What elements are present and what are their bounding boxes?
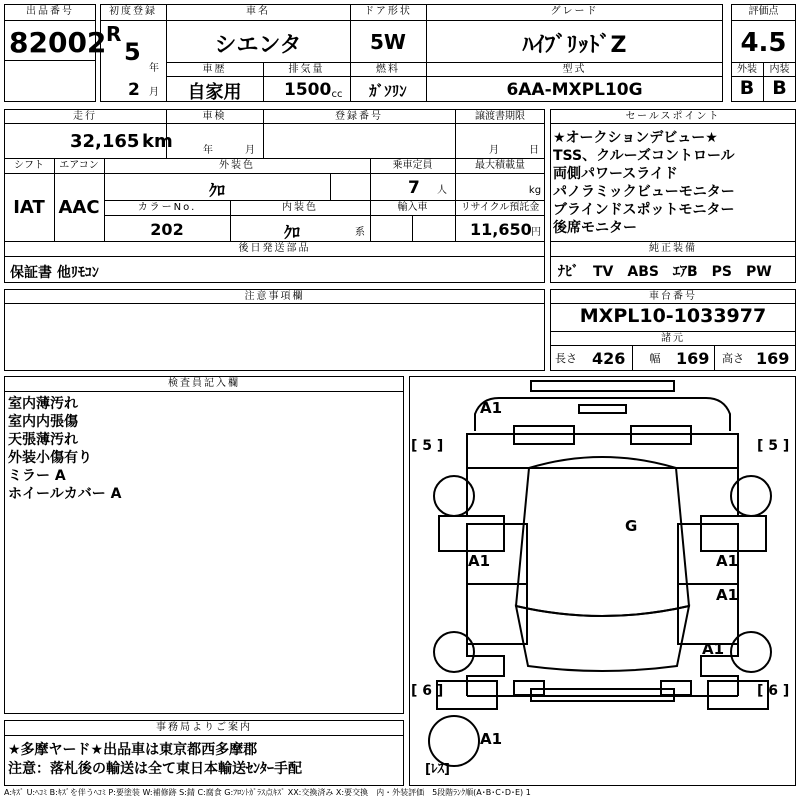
recycle: 11,650 [470,220,532,239]
import-label: 輸入車 [397,202,428,213]
fuel: ｶﾞｿﾘﾝ [369,82,407,100]
int-color: ｸﾛ [284,223,301,242]
later-parts-label: 後日発送部品 [238,243,311,254]
capacity-unit: 人 [437,185,447,196]
office-line-1: ★多摩ヤード★出品車は東京都西多摩郡 [8,742,258,758]
spare-label: [ﾚｽ] [425,762,450,777]
recycle-unit: 円 [531,227,541,238]
left-front-fender [439,516,504,551]
width: 169 [676,349,710,368]
roof [516,457,689,616]
right-front-fender [701,516,766,551]
inspector-list [8,395,121,503]
transfer-month-unit: 月 [489,145,499,156]
displacement-unit: cc [331,89,343,100]
grade-label: グレード [550,6,599,17]
month-unit: 月 [149,87,159,98]
inspector-item: 室内薄汚れ [8,396,78,412]
sales-item: 両側パワースライド [553,166,678,182]
model-label: 型式 [562,64,587,75]
height-label: 高さ [722,352,744,365]
color-no-label: カラーNo. [137,202,197,213]
int-label: 内装 [769,64,790,75]
tire-fl: [ 5 ] [411,438,444,454]
length: 426 [592,349,626,368]
inspector-label: 検査員記入欄 [168,378,240,389]
lot-label: 出品番号 [26,6,74,17]
capacity-label: 乗車定員 [392,160,433,171]
inspector-item: 室内内張傷 [8,414,78,430]
equip-label: 純正装備 [649,243,697,254]
first-reg-label: 初度登録 [109,6,157,17]
damage-right-door2: A1 [716,586,739,604]
chassis-number: MXPL10-1033977 [579,305,767,327]
tire-rl: [ 6 ] [411,683,444,699]
notes-label: 注意事項欄 [244,291,305,302]
later-parts: 保証書 他ﾘﾓｺﾝ [10,265,99,281]
damage-right-rear: A1 [702,640,725,658]
first-reg-year: 5 [124,38,141,66]
int-score: B [772,77,787,99]
load-label: 最大積載量 [475,160,525,171]
load-unit: kg [528,185,542,196]
history: 自家用 [187,82,242,103]
displacement: 1500 [284,80,332,100]
damage-rear: A1 [480,730,503,748]
score: 4.5 [740,28,787,58]
sales-item: ★オークションデビュー★ [553,130,718,146]
first-reg-month: 2 [128,80,140,100]
color-label: 外装色 [219,160,255,171]
inspector-item: ミラー A [8,468,66,484]
transfer-label: 譲渡書期限 [475,111,525,122]
color: ｸﾛ [208,181,225,200]
sales-label: セールスポイント [625,111,721,122]
inspection-label: 車検 [202,111,227,122]
year-unit: 年 [149,63,159,74]
damage-left-door: A1 [468,552,491,570]
sales-item: パノラミックビューモニター [553,184,735,200]
door-label: ドア形状 [364,6,412,17]
equip: ﾅﾋﾞ TV ABS ｴｱB PS PW [558,264,772,280]
office-line-2: 注意：落札後の輸送は全て東日本輸送ｾﾝﾀｰ手配 [8,761,302,777]
mileage-label: 走行 [73,111,97,122]
car-name-label: 車名 [246,6,270,17]
rear-glass [516,606,689,671]
transfer-day-unit: 日 [529,145,539,156]
color-no: 202 [150,220,184,239]
width-label: 幅 [649,352,661,365]
int-color-label: 内装色 [282,202,318,213]
sales-item: 後席モニター [553,220,637,236]
lot-number: 82002 [9,26,107,59]
inspector-item: 天張薄汚れ [8,432,78,448]
length-label: 長さ [555,352,577,365]
cowl [467,434,738,468]
grade: ﾊｲﾌﾞﾘｯﾄﾞZ [522,33,627,58]
car-name: シエンタ [214,33,302,58]
mileage-unit: km [142,131,173,152]
damage-roof: G [625,517,638,535]
legend: A:ｷｽﾞ U:ﾍｺﾐ B:ｷｽﾞを伴うﾍｺﾐ P:要塗装 W:補修跡 S:錆 C:腐食 G:ﾌﾛﾝﾄｶﾞﾗｽ点ｷｽﾞ XX:交換済み X:要交換 内・外装評価 5段階ﾗﾝｸ順(A･B･C･D･E) 1 [4,788,531,797]
height: 169 [756,349,790,368]
sales-item: TSS、クルーズコントロール [553,148,735,164]
car-diagram [409,376,796,786]
tire-fr: [ 5 ] [757,438,790,454]
fuel-label: 燃料 [376,64,400,75]
shift-label: シフト [14,160,44,171]
reg-no-label: 登録番号 [335,111,383,122]
era: R [106,22,122,46]
history-label: 車歴 [202,64,227,75]
inspector-item: ホイールカバー A [8,486,122,502]
door: 5W [370,30,406,54]
sales-item: ブラインドスポットモニター [553,202,735,218]
capacity: 7 [408,178,420,198]
damage-right-door1: A1 [716,552,739,570]
grille [579,405,626,413]
inspection-year-unit: 年 [203,145,213,156]
score-label: 評価点 [748,6,779,17]
office-label: 事務局よりご案内 [156,722,252,733]
inspection-month-unit: 月 [245,145,255,156]
model: 6AA-MXPL10G [506,80,643,100]
int-color-unit: 系 [355,227,365,238]
tire-rr: [ 6 ] [757,683,790,699]
mileage: 32,165 [70,131,140,152]
ac: AAC [58,197,100,218]
ac-label: エアコン [59,160,99,171]
shift: IAT [13,197,45,218]
chassis-label: 車台番号 [649,291,697,302]
front-bumper [531,381,674,391]
damage-front: A1 [480,399,503,417]
recycle-label: リサイクル預託金 [460,202,540,213]
ext-label: 外装 [737,64,757,75]
ext-score: B [739,77,755,99]
displacement-label: 排気量 [288,64,325,75]
dims-label: 諸元 [661,333,685,344]
inspector-item: 外装小傷有り [8,450,92,466]
sales-list [553,129,735,237]
